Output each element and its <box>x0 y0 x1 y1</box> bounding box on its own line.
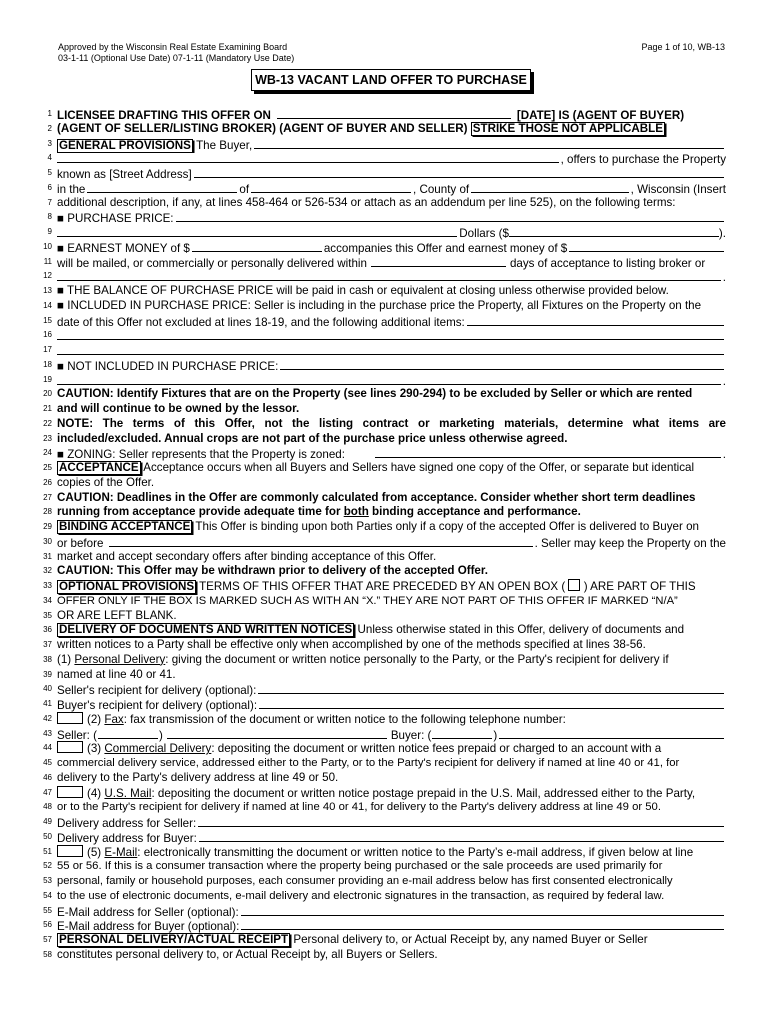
drafting-date-field[interactable] <box>277 107 511 119</box>
not-included-field-2[interactable] <box>57 373 721 385</box>
purchase-price-amount-field[interactable] <box>509 225 719 237</box>
line-number: 14 <box>43 300 52 310</box>
approval-line-2: 03-1-11 (Optional Use Date) 07-1-11 (Mandatory Use Date) <box>58 53 295 63</box>
line-number: 40 <box>43 684 52 694</box>
personal-delivery-receipt-heading: PERSONAL DELIVERY/ACTUAL RECEIPT <box>59 933 289 946</box>
seller-fax-number-field[interactable] <box>167 727 387 739</box>
fax-text: : fax transmission of the document or written notice to the following telephone number: <box>123 712 566 726</box>
acceptance-text: Acceptance occurs when all Buyers and Sellers have signed one copy of the Offer, or separate but identical <box>143 461 695 474</box>
not-included-label: ■ NOT INCLUDED IN PURCHASE PRICE: <box>57 359 279 373</box>
line-number: 53 <box>43 876 52 885</box>
line-number: 32 <box>43 566 52 576</box>
purchase-price-label: ■ PURCHASE PRICE: <box>57 212 174 226</box>
buyer-label: The Buyer, <box>196 138 253 152</box>
not-included-field[interactable] <box>280 358 724 370</box>
line-number: 27 <box>43 492 52 502</box>
earnest-money-recipient-field[interactable] <box>57 269 721 281</box>
method-4-number: (4) <box>87 786 102 800</box>
line-number: 12 <box>43 271 52 281</box>
line-number: 48 <box>43 802 52 812</box>
fixtures-caution-cont: and will continue to be owned by the lessor. <box>57 402 300 415</box>
line-number: 20 <box>43 389 52 399</box>
page-info: Page 1 of 10, WB-13 <box>641 42 725 52</box>
email-text: : electronically transmitting the document or written notice to the Party’s e-mail address, if given below at line <box>137 845 694 859</box>
earnest-money-label: ■ EARNEST MONEY of $ <box>57 241 190 255</box>
line-number: 18 <box>43 359 52 369</box>
buyer-fax-number-field[interactable] <box>499 727 724 739</box>
open-box-icon <box>568 579 580 591</box>
method-1-number: (1) <box>57 652 72 666</box>
seller-fax-area-code-field[interactable] <box>98 727 158 739</box>
line-number: 35 <box>43 610 52 620</box>
line-number: 17 <box>43 345 52 354</box>
line-number: 31 <box>43 551 52 561</box>
optional-provisions-heading: OPTIONAL PROVISIONS <box>59 580 195 593</box>
balance-text: ■ THE BALANCE OF PURCHASE PRICE will be paid in cash or equivalent at closing unless otherwise provided below. <box>57 284 669 297</box>
line-number: 9 <box>47 227 52 236</box>
line-number: 43 <box>43 728 52 738</box>
seller-recipient-label: Seller's recipient for delivery (optional): <box>57 684 257 698</box>
seller-may-keep-text: . Seller may keep the Property on the <box>534 536 726 550</box>
binding-acceptance-heading: BINDING ACCEPTANCE <box>59 520 191 533</box>
method-2-number: (2) <box>87 712 102 726</box>
delivery-of-documents-heading: DELIVERY OF DOCUMENTS AND WRITTEN NOTICES <box>59 623 353 637</box>
line-number: 49 <box>43 817 52 826</box>
fixtures-caution: CAUTION: Identify Fixtures that are on the Property (see lines 290-294) to be excluded by Seller or which are rented <box>57 387 693 401</box>
purchase-price-words-cont[interactable] <box>57 225 457 237</box>
line-number: 2 <box>47 123 52 133</box>
additional-earnest-money-field[interactable] <box>569 240 724 252</box>
deadlines-caution: CAUTION: Deadlines in the Offer are commonly calculated from acceptance. Consider whether short term deadlines <box>57 490 696 504</box>
email-label: E-Mail <box>104 845 138 859</box>
commercial-delivery-text: : depositing the document or written notice fees prepaid or charged to an account with a <box>211 742 662 756</box>
offers-to-purchase-text: , offers to purchase the Property <box>560 153 726 167</box>
close-paren: ). <box>718 227 726 240</box>
deadlines-caution-end: binding acceptance and performance. <box>372 505 581 519</box>
line-number: 44 <box>43 743 52 753</box>
close-paren: ) <box>493 728 498 742</box>
buyer-email-label: E-Mail address for Buyer (optional): <box>57 920 240 934</box>
earnest-money-accompanies-text: accompanies this Offer and earnest money of $ <box>323 241 568 255</box>
municipality-name-field[interactable] <box>251 181 411 193</box>
line-number: 16 <box>43 330 52 340</box>
of-label: of <box>239 182 250 196</box>
line-number: 42 <box>43 713 52 723</box>
line-number: 6 <box>47 182 52 192</box>
line-number: 55 <box>43 905 52 915</box>
buyer-name-field[interactable] <box>254 137 724 149</box>
earnest-money-field[interactable] <box>192 240 322 252</box>
line-number: 36 <box>43 625 52 635</box>
method-5-number: (5) <box>87 845 102 859</box>
buyer-email-field[interactable] <box>241 918 724 930</box>
buyer-recipient-label: Buyer's recipient for delivery (optional): <box>57 699 258 712</box>
form-title: WB-13 VACANT LAND OFFER TO PURCHASE <box>251 69 531 91</box>
secondary-offers-text: market and accept secondary offers after binding acceptance of this Offer. <box>57 549 437 563</box>
line-number: 41 <box>43 699 52 708</box>
line-number: 57 <box>43 935 52 944</box>
us-mail-checkbox[interactable] <box>57 786 83 798</box>
personal-delivery-text: : giving the document or written notice personally to the Party, or the Party's recipient for delivery if <box>165 652 669 666</box>
seller-fax-label: Seller: ( <box>57 728 97 742</box>
period: . <box>722 448 726 462</box>
general-provisions-heading: GENERAL PROVISIONS <box>59 138 191 152</box>
line-number: 28 <box>43 507 52 517</box>
email-text-cont: 55 or 56. If this is a consumer transaction where the property being purchased or the sale proceeds are used primarily for <box>57 860 663 873</box>
line-number: 5 <box>47 168 52 177</box>
included-in-price-text: ■ INCLUDED IN PURCHASE PRICE: Seller is including in the purchase price the Property, all Fixtures on the Property on the <box>57 298 702 312</box>
email-text-cont-2: personal, family or household purposes, each consumer providing an e-mail address below has first consented electronically <box>57 875 673 887</box>
delivery-days-field[interactable] <box>371 255 506 267</box>
delivery-text-cont: written notices to a Party shall be effective only when accomplished by one of the methods specified at lines 38-56. <box>57 638 646 651</box>
line-number: 46 <box>43 772 52 782</box>
seller-address-label: Delivery address for Seller: <box>57 817 197 830</box>
agent-of-buyer-text: [DATE] IS (AGENT OF BUYER) <box>516 109 685 122</box>
buyer-fax-area-code-field[interactable] <box>432 727 492 739</box>
line-number: 38 <box>43 654 52 664</box>
commercial-delivery-end: delivery to the Party's delivery address at line 49 or 50. <box>57 770 339 784</box>
optional-provisions-end: OR ARE LEFT BLANK. <box>57 608 177 622</box>
personal-delivery-cont: named at line 40 or 41. <box>57 667 176 681</box>
line-number: 8 <box>47 212 52 222</box>
line-number: 37 <box>43 640 52 649</box>
line-number: 7 <box>47 197 52 207</box>
fax-checkbox[interactable] <box>57 712 83 724</box>
line-number: 22 <box>43 418 52 428</box>
county-field[interactable] <box>471 181 629 193</box>
or-before-label: or before <box>57 536 104 550</box>
buyer-fax-label: Buyer: ( <box>390 728 432 742</box>
buyer-recipient-field[interactable] <box>259 697 724 709</box>
seller-delivery-address-field[interactable] <box>198 815 724 827</box>
line-number: 21 <box>43 404 52 413</box>
approval-line-1: Approved by the Wisconsin Real Estate Examining Board <box>58 42 288 52</box>
terms-note: NOTE: The terms of this Offer, not the listing contract or marketing materials, determine what items are <box>57 416 726 430</box>
buyer-address-label: Delivery address for Buyer: <box>57 831 197 845</box>
line-number: 50 <box>43 831 52 841</box>
seller-email-field[interactable] <box>241 904 724 916</box>
commercial-delivery-checkbox[interactable] <box>57 741 83 753</box>
line-number: 34 <box>43 595 52 605</box>
binding-deadline-field[interactable] <box>109 535 532 547</box>
line-number: 23 <box>43 433 52 443</box>
both-emphasis: both <box>343 505 369 519</box>
line-number: 30 <box>43 536 52 546</box>
period: . <box>722 374 726 388</box>
personal-delivery-receipt-cont: constitutes personal delivery to, or Actual Receipt by, all Buyers or Sellers. <box>57 947 438 961</box>
line-number: 10 <box>43 241 52 251</box>
withdrawal-caution: CAUTION: This Offer may be withdrawn prior to delivery of the accepted Offer. <box>57 564 488 578</box>
days-of-acceptance-text: days of acceptance to listing broker or <box>509 256 706 270</box>
line-number: 56 <box>43 920 52 930</box>
email-checkbox[interactable] <box>57 845 83 857</box>
additional-description-text: additional description, if any, at lines 458-464 or 526-534 or attach as an addendum per line 525), on the following terms: <box>57 195 676 209</box>
us-mail-label: U.S. Mail <box>104 786 152 800</box>
street-address-label: known as [Street Address] <box>57 168 192 181</box>
binding-acceptance-text: This Offer is binding upon both Parties only if a copy of the accepted Offer is delivered to Buyer on <box>195 520 699 533</box>
line-number: 47 <box>43 787 52 797</box>
delivery-text: Unless otherwise stated in this Offer, delivery of documents and <box>357 623 685 637</box>
line-number: 29 <box>43 522 52 531</box>
line-number: 26 <box>43 477 52 487</box>
terms-note-cont: included/excluded. Annual crops are not part of the purchase price unless otherwise agreed. <box>57 431 568 445</box>
strike-note: STRIKE THOSE NOT APPLICABLE <box>472 121 663 135</box>
commercial-delivery-label: Commercial Delivery <box>104 742 212 756</box>
buyer-name-field-cont[interactable] <box>57 151 559 163</box>
acceptance-text-cont: copies of the Offer. <box>57 475 155 489</box>
line-number: 25 <box>43 463 52 472</box>
zoning-field[interactable] <box>375 446 721 458</box>
licensee-label: LICENSEE DRAFTING THIS OFFER ON <box>57 109 271 122</box>
additional-items-field[interactable] <box>467 314 724 326</box>
approval-header <box>58 42 294 64</box>
zoning-label: ■ ZONING: Seller represents that the Property is zoned: <box>57 448 345 462</box>
period: . <box>722 271 726 285</box>
municipality-type-field[interactable] <box>87 181 237 193</box>
wisconsin-insert-text: , Wisconsin (Insert <box>630 182 726 196</box>
line-number: 3 <box>47 138 52 148</box>
acceptance-heading: ACCEPTANCE <box>59 461 139 474</box>
purchase-price-words-field[interactable] <box>176 210 724 222</box>
county-label: , County of <box>413 182 470 196</box>
fax-label: Fax <box>104 712 124 726</box>
method-3-number: (3) <box>87 742 102 756</box>
close-paren: ) <box>158 728 163 742</box>
personal-delivery-receipt-text: Personal delivery to, or Actual Receipt by, any named Buyer or Seller <box>293 933 648 946</box>
dollars-label: Dollars ($ <box>459 227 509 240</box>
line-number: 11 <box>43 256 52 266</box>
seller-recipient-field[interactable] <box>258 682 724 694</box>
agency-options-text: (AGENT OF SELLER/LISTING BROKER) (AGENT OF BUYER AND SELLER) <box>57 121 468 135</box>
line-number: 33 <box>43 581 52 590</box>
line-number: 52 <box>43 861 52 871</box>
line-number: 24 <box>43 448 52 458</box>
additional-items-label: date of this Offer not excluded at lines 18-19, and the following additional items: <box>57 315 465 329</box>
additional-items-field-2[interactable] <box>57 328 724 340</box>
line-number: 4 <box>47 153 52 163</box>
email-text-cont-3: to the use of electronic documents, e-mail delivery and electronic signatures in the transaction, as required by federal law. <box>57 889 665 902</box>
line-number: 54 <box>43 890 52 900</box>
optional-provisions-text-end: ) ARE PART OF THIS <box>583 580 696 593</box>
seller-email-label: E-Mail address for Seller (optional): <box>57 905 239 919</box>
street-address-field[interactable] <box>194 166 724 178</box>
line-number: 51 <box>43 846 52 856</box>
line-number: 19 <box>43 374 52 384</box>
buyer-delivery-address-field[interactable] <box>199 830 724 842</box>
line-number: 15 <box>43 315 52 325</box>
deadlines-caution-cont: running from acceptance provide adequate time for <box>57 505 341 519</box>
optional-provisions-text: TERMS OF THIS OFFER THAT ARE PRECEDED BY AN OPEN BOX ( <box>199 580 566 593</box>
us-mail-cont: or to the Party's recipient for delivery if named at line 40 or 41, for delivery to the Party's delivery address at line 49 or 50. <box>57 801 661 814</box>
line-number: 1 <box>47 109 52 118</box>
personal-delivery-label: Personal Delivery <box>74 652 166 666</box>
line-number: 58 <box>43 949 52 959</box>
us-mail-text: : depositing the document or written notice postage prepaid in the U.S. Mail, addressed either to the Party, <box>151 786 696 800</box>
additional-items-field-3[interactable] <box>57 343 724 355</box>
form-body <box>0 107 770 963</box>
mailed-delivered-text: will be mailed, or commercially or personally delivered within <box>57 256 367 270</box>
in-the-label: in the <box>57 182 86 196</box>
line-number: 45 <box>43 758 52 767</box>
commercial-delivery-cont: commercial delivery service, addressed either to the Party, or to the Party's recipient for delivery if named at line 40 or 41, for <box>57 757 680 769</box>
optional-provisions-cont: OFFER ONLY IF THE BOX IS MARKED SUCH AS WITH AN “X.” THEY ARE NOT PART OF THIS OFFER IF MARKED “N/A” <box>57 594 678 607</box>
line-number: 39 <box>43 669 52 679</box>
line-number: 13 <box>43 286 52 295</box>
